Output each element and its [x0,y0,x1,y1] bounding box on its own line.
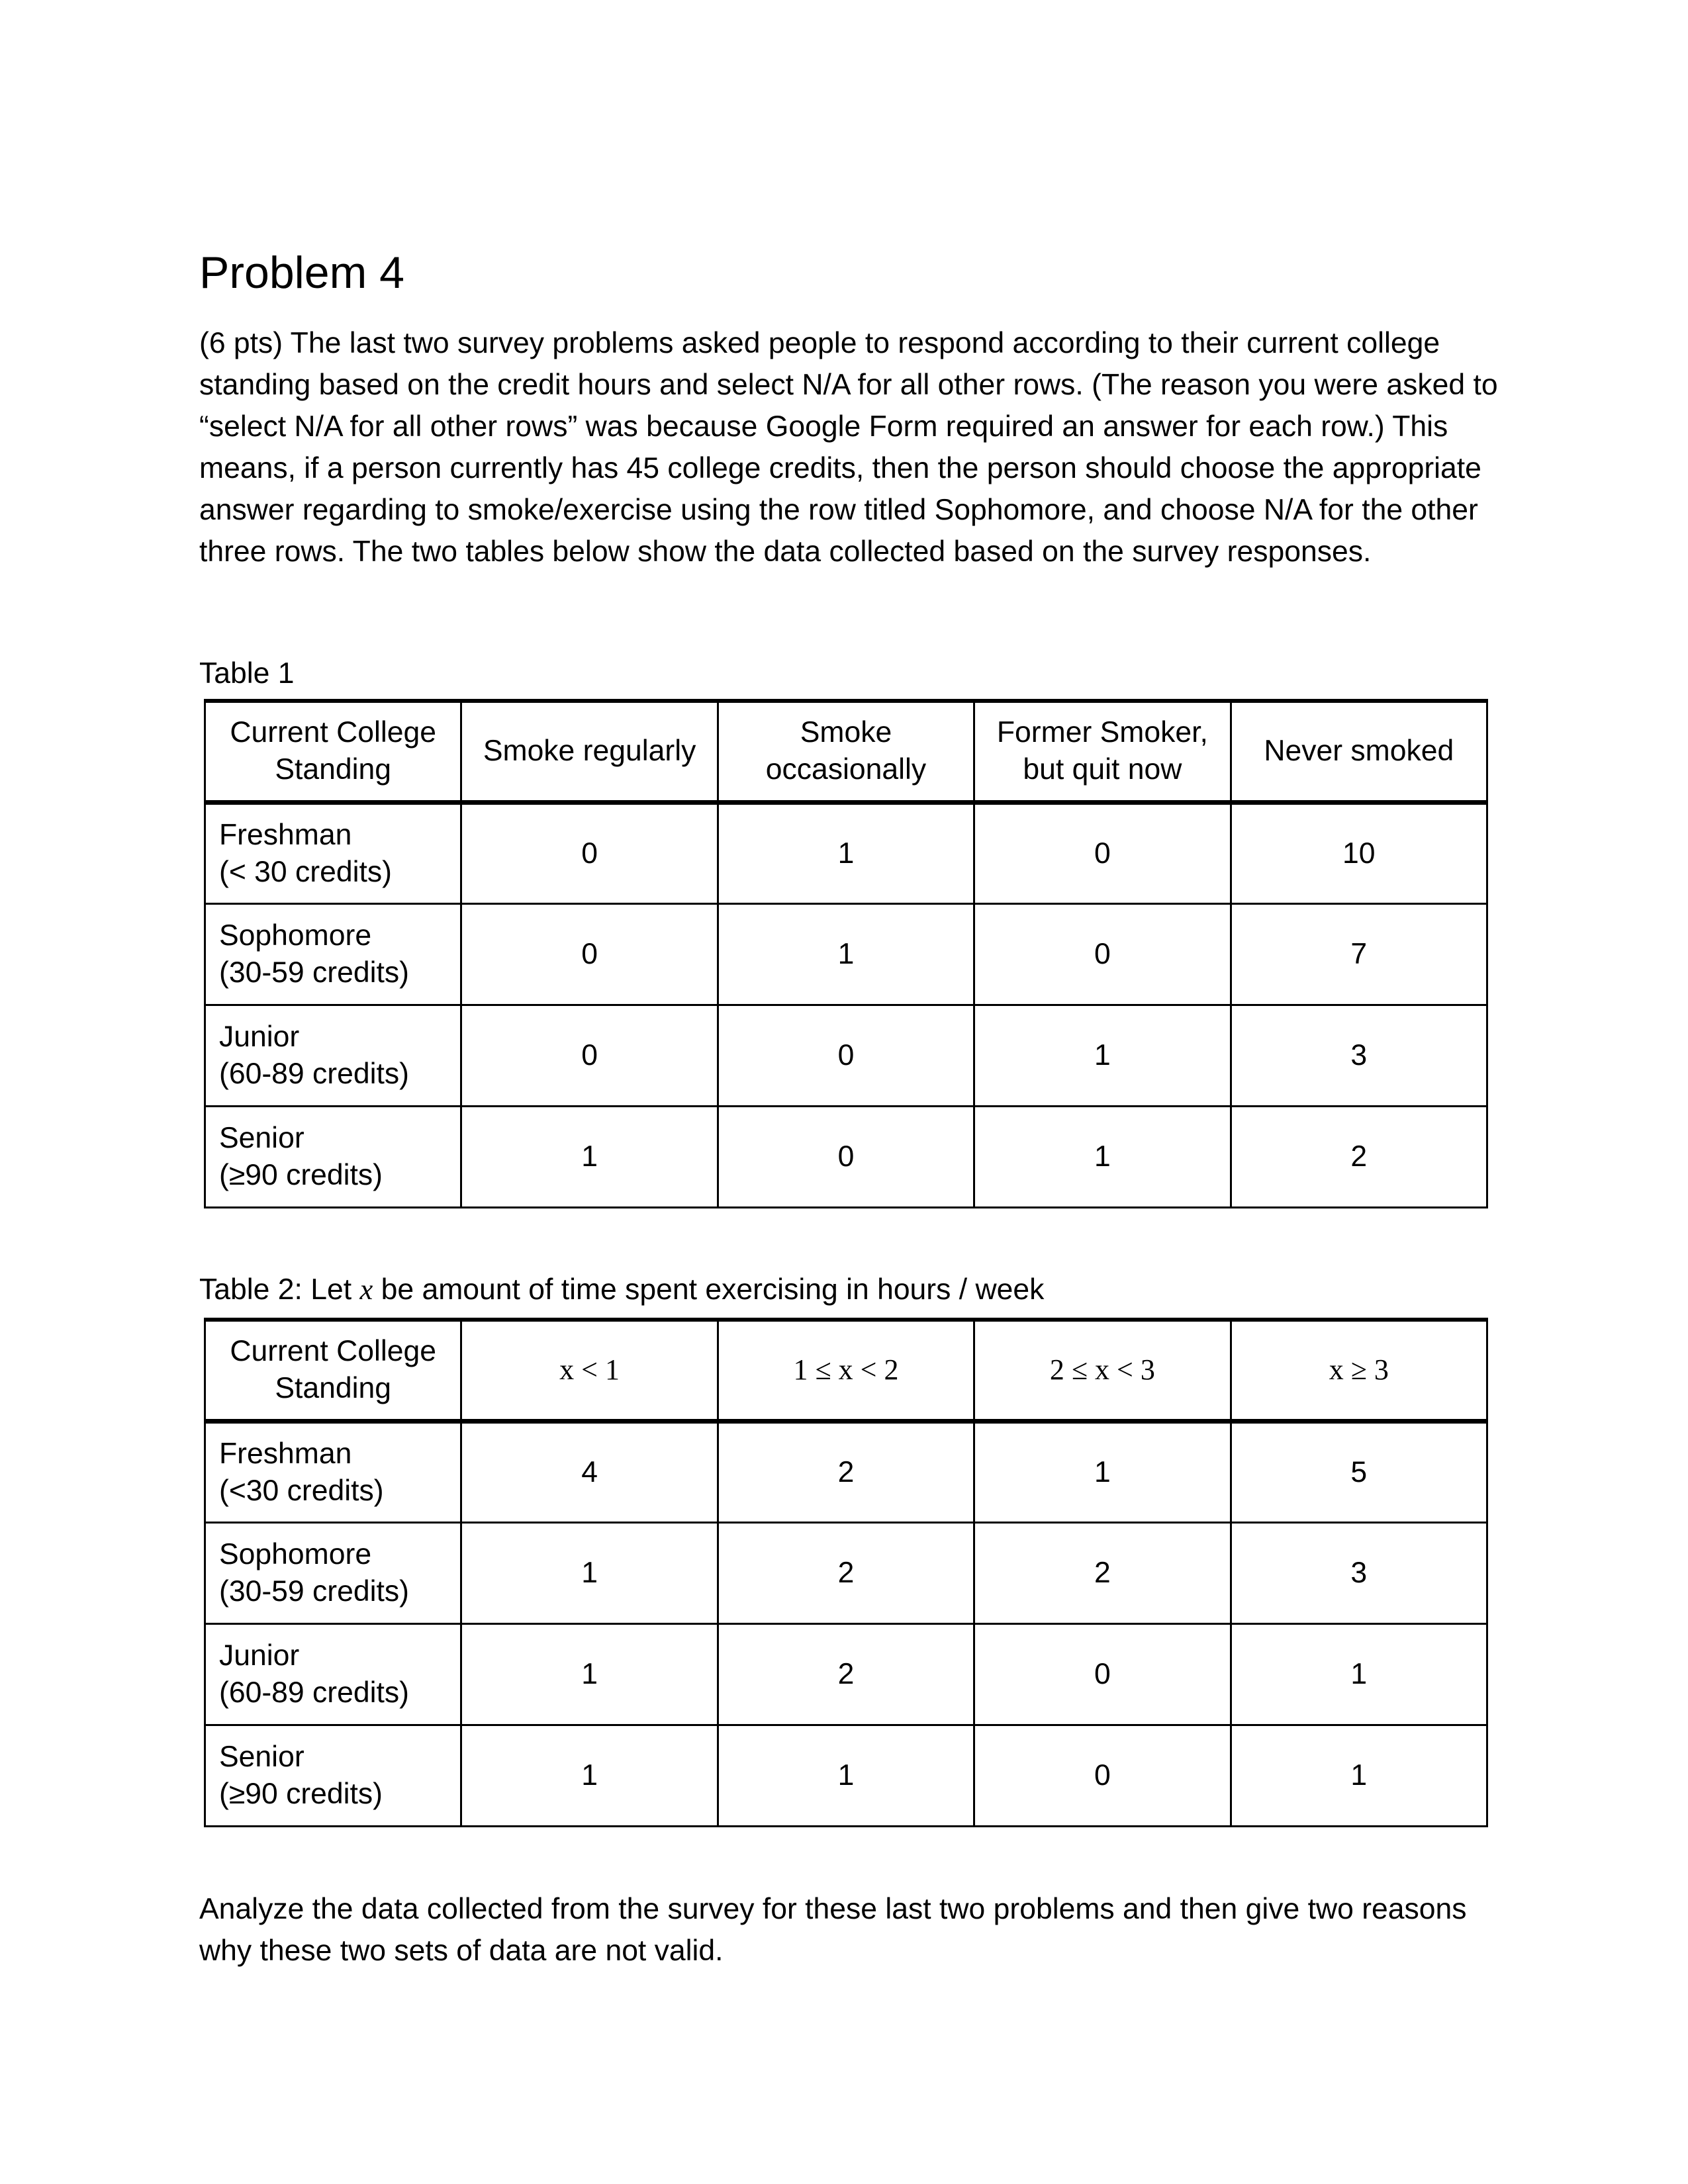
problem-intro: (6 pts) The last two survey problems asked people to respond according to their current college standing based on the credit hours and select N/A for all other rows. (The reason you were asked to “select N/A for all other rows” was because Google Form required an answer for each row.) This means, if a person currently has 45 college credits, then the person should choose the appropriate answer regarding to smoke/exercise using the row titled Sophomore, and choose N/A for the other three rows. The two tables below show the data collected based on the survey responses. [199,327,1498,568]
standing-cell [205,1421,461,1522]
table-row [205,802,1487,903]
standing-label: Sophomore [219,1537,372,1570]
standing-label: Senior [219,1121,305,1154]
credits-label: (60-89 credits) [219,1676,409,1709]
credits-label: (<30 credits) [219,1474,384,1507]
table-row [205,1725,1487,1826]
standing-cell [205,1725,461,1826]
count-cell: 1 [718,1725,974,1826]
standing-cell [205,1106,461,1207]
count-cell: 2 [718,1623,974,1725]
count-cell: 0 [461,903,718,1005]
problem-title: Problem 4 [199,248,404,298]
count-cell: 1 [974,1005,1231,1106]
count-cell: 0 [974,802,1231,903]
count-cell: 1 [718,903,974,1005]
header-cell: 2 ≤ x < 3 [974,1320,1231,1421]
count-cell: 1 [461,1725,718,1826]
table-row [205,903,1487,1005]
count-cell: 2 [974,1522,1231,1623]
table-row [205,1421,1487,1522]
standing-label: Junior [219,1639,300,1672]
table-row [205,1522,1487,1623]
count-cell: 0 [718,1005,974,1106]
count-cell: 0 [974,1725,1231,1826]
count-cell: 0 [974,1623,1231,1725]
table-row [205,1106,1487,1207]
count-cell: 0 [461,802,718,903]
header-cell: 1 ≤ x < 2 [718,1320,974,1421]
count-cell: 2 [1231,1106,1487,1207]
standing-cell [205,802,461,903]
credits-label: (30-59 credits) [219,956,409,989]
count-cell: 3 [1231,1522,1487,1623]
caption-text: be amount of time spent exercising in hours / week [373,1273,1045,1306]
count-cell: 2 [718,1522,974,1623]
table1-caption: Table 1 [199,657,295,690]
count-cell: 10 [1231,802,1487,903]
count-cell: 1 [461,1106,718,1207]
count-cell: 3 [1231,1005,1487,1106]
count-cell: 1 [974,1421,1231,1522]
caption-text: Table 2: Let [199,1273,360,1306]
count-cell: 4 [461,1421,718,1522]
credits-label: (≥90 credits) [219,1158,383,1191]
standing-label: Junior [219,1020,300,1053]
table-row [205,1005,1487,1106]
header-cell: Smoke regularly [461,701,718,802]
header-cell: Current College Standing [205,1320,461,1421]
table-row [205,1623,1487,1725]
caption-variable: x [359,1273,373,1306]
header-cell: Former Smoker, but quit now [974,701,1231,802]
header-cell: x < 1 [461,1320,718,1421]
standing-cell [205,1522,461,1623]
standing-label: Freshman [219,1437,352,1470]
count-cell: 0 [974,903,1231,1005]
standing-cell [205,1005,461,1106]
header-cell: x ≥ 3 [1231,1320,1487,1421]
table2-caption [199,1271,1044,1308]
exercise-table [204,1318,1488,1827]
table-header-row [205,1320,1487,1421]
header-cell: Never smoked [1231,701,1487,802]
count-cell: 1 [1231,1725,1487,1826]
standing-label: Sophomore [219,919,372,952]
smoking-table [204,699,1488,1208]
count-cell: 1 [974,1106,1231,1207]
count-cell: 1 [1231,1623,1487,1725]
credits-label: (60-89 credits) [219,1057,409,1090]
standing-cell [205,1623,461,1725]
credits-label: (30-59 credits) [219,1574,409,1608]
header-cell: Current College Standing [205,701,461,802]
count-cell: 5 [1231,1421,1487,1522]
count-cell: 1 [461,1623,718,1725]
table-header-row [205,701,1487,802]
count-cell: 2 [718,1421,974,1522]
standing-label: Senior [219,1740,305,1773]
header-cell: Smoke occasionally [718,701,974,802]
closing-question: Analyze the data collected from the survey for these last two problems and then give two reasons why these two sets of data are not valid. [199,1893,1467,1967]
credits-label: (≥90 credits) [219,1777,383,1810]
count-cell: 1 [718,802,974,903]
count-cell: 0 [461,1005,718,1106]
count-cell: 1 [461,1522,718,1623]
count-cell: 0 [718,1106,974,1207]
standing-cell [205,903,461,1005]
count-cell: 7 [1231,903,1487,1005]
credits-label: (< 30 credits) [219,855,392,888]
standing-label: Freshman [219,818,352,851]
